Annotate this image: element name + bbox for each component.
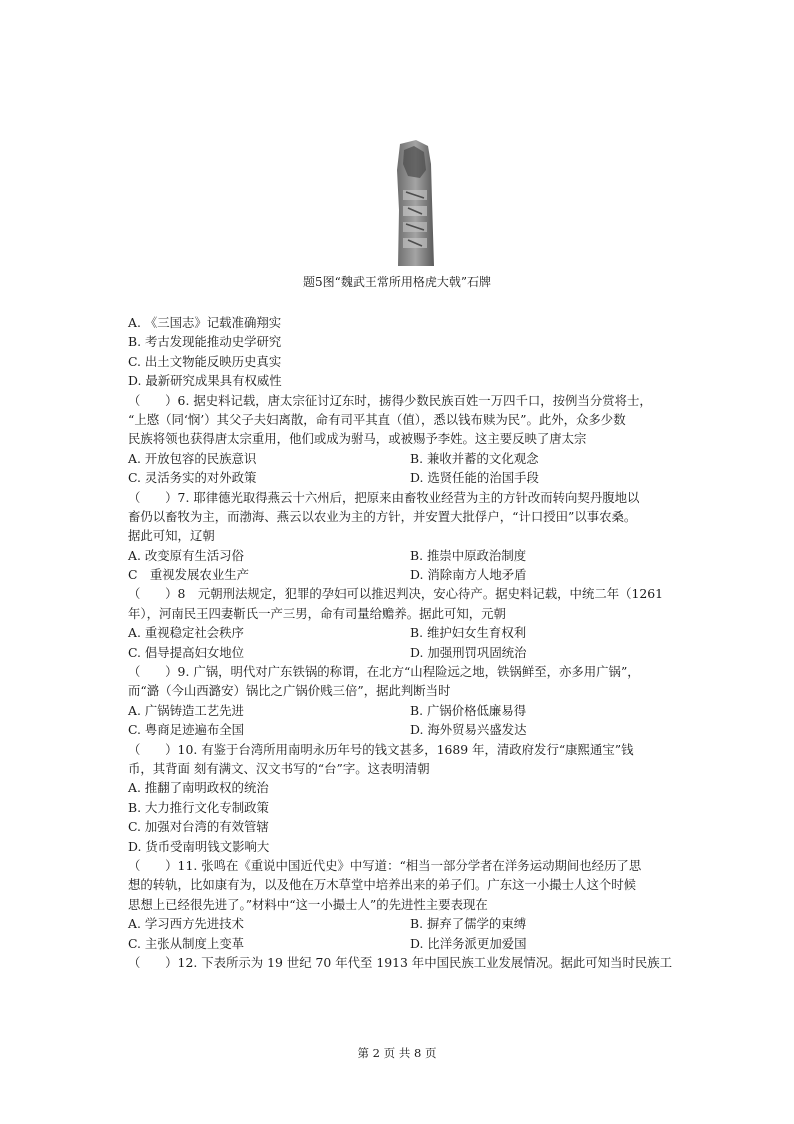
q5-option-d: D. 最新研究成果具有权威性 xyxy=(128,373,282,389)
q10-option-a: A. 推翻了南明政权的统治 xyxy=(128,780,269,796)
q10-option-b: B. 大力推行文化专制政策 xyxy=(128,799,269,815)
q9-options-row xyxy=(128,701,694,720)
q5-option-b: B. 考古发现能推动史学研究 xyxy=(128,334,282,350)
q7-options-row xyxy=(128,565,694,584)
figure-caption: 题5图“魏武王常所用格虎大戟”石牌 xyxy=(303,275,491,289)
q8-stem-line: （ ）8 元朝刑法规定，犯罪的孕妇可以推迟判决，安心待产。据史料记载，中统二年（1261 xyxy=(128,586,664,602)
q7-option-d: D. 消除南方人地矛盾 xyxy=(410,567,527,583)
q9-option-c: C. 粤商足迹遍布全国 xyxy=(128,722,245,738)
q8-option-d: D. 加强刑罚巩固统治 xyxy=(410,644,527,660)
q8-stem-line: 年），河南民王四妻靳氏一产三男，命有司量给赡养。据此可知，元朝 xyxy=(128,605,506,621)
page-footer: 第 2 页 共 8 页 xyxy=(357,1046,437,1060)
q11-stem-line: 思想上已经很先进了。”材料中“这一小撮士人”的先进性主要表现在 xyxy=(128,896,488,912)
q10-stem-line: （ ）10. 有鉴于台湾所用南明永历年号的钱文甚多，1689 年，清政府发行“康熙通宝”钱 xyxy=(128,741,634,757)
q8-option-b: B. 维护妇女生育权利 xyxy=(410,625,527,641)
q6-option-d: D. 选贤任能的治国手段 xyxy=(410,470,539,486)
q11-stem-line: （ ）11. 张鸣在《重说中国近代史》中写道：“相当一部分学者在洋务运动期间也经历了思 xyxy=(128,857,642,873)
q7-options-row xyxy=(128,546,694,565)
q8-options-row xyxy=(128,623,694,642)
q9-stem-line: 而“潞（今山西潞安）锅比之广锅价贱三倍”，据此判断当时 xyxy=(128,683,451,699)
q12-stem-line: （ ）12. 下表所示为 19 世纪 70 年代至 1913 年中国民族工业发展情况。据此可知当时民族工 xyxy=(128,954,673,970)
q7-stem-line: 据此可知，辽朝 xyxy=(128,528,215,544)
q9-option-d: D. 海外贸易兴盛发达 xyxy=(410,722,527,738)
q6-option-b: B. 兼收并蓄的文化观念 xyxy=(410,450,539,466)
q9-option-a: A. 广锅铸造工艺先进 xyxy=(128,702,244,718)
q11-option-d: D. 比洋务派更加爱国 xyxy=(410,935,527,951)
q7-stem-line: 畜仍以畜牧为主，而渤海、燕云以农业为主的方针，并安置大批俘户，“计口授田”以事农桑。 xyxy=(128,508,637,524)
q9-options-row xyxy=(128,720,694,739)
q7-option-b: B. 推崇中原政治制度 xyxy=(410,547,527,563)
q7-option-a: A. 改变原有生活习俗 xyxy=(128,547,244,563)
q6-options-row xyxy=(128,449,694,468)
q7-stem-line: （ ）7. 耶律德光取得燕云十六州后，把原来由畜牧业经营为主的方针改而转向契丹腹地以 xyxy=(128,489,640,505)
q11-stem-line: 想的转轨，比如康有为，以及他在万木草堂中培养出来的弟子们。广东这一小撮士人这个时候 xyxy=(128,877,637,893)
q11-option-c: C. 主张从制度上变革 xyxy=(128,935,245,951)
stone-tablet-figure xyxy=(394,140,436,268)
question-content xyxy=(128,313,694,972)
q11-option-b: B. 摒弃了儒学的束缚 xyxy=(410,916,527,932)
q5-option-a: A. 《三国志》记载准确翔实 xyxy=(128,315,282,330)
q11-options-row xyxy=(128,914,694,933)
q11-options-row xyxy=(128,934,694,953)
q6-stem-line: 民族将领也获得唐太宗重用，他们或成为驸马，或被赐予李姓。这主要反映了唐太宗 xyxy=(128,431,587,447)
q10-option-d: D. 货币受南明钱文影响大 xyxy=(128,838,270,854)
q9-option-b: B. 广锅价格低廉易得 xyxy=(410,702,527,718)
q6-stem-line: （ ）6. 据史料记载，唐太宗征讨辽东时，掳得少数民族百姓一万四千口，按例当分赏将士， xyxy=(128,392,652,408)
q5-option-c: C. 出土文物能反映历史真实 xyxy=(128,353,282,369)
q6-options-row xyxy=(128,468,694,487)
q10-option-c: C. 加强对台湾的有效管辖 xyxy=(128,819,269,835)
q9-stem-line: （ ）9. 广锅，明代对广东铁锅的称谓，在北方“山程险远之地，铁锅鲜至，亦多用广锅”， xyxy=(128,664,640,680)
q8-options-row xyxy=(128,643,694,662)
q6-option-c: C. 灵活务实的对外政策 xyxy=(128,470,257,486)
q8-option-a: A. 重视稳定社会秩序 xyxy=(128,625,244,641)
q6-stem-line: “上愍（同‘悯’）其父子夫妇离散，命有司平其直（值），悉以钱布赎为民”。此外，众多少数 xyxy=(128,411,626,427)
q6-option-a: A. 开放包容的民族意识 xyxy=(128,450,257,466)
q7-option-c: C 重视发展农业生产 xyxy=(128,567,249,583)
q8-option-c: C. 倡导提高妇女地位 xyxy=(128,644,245,660)
q10-stem-line: 币，其背面 刻有满文、汉文书写的“台”字。这表明清朝 xyxy=(128,760,430,776)
q11-option-a: A. 学习西方先进技术 xyxy=(128,916,244,932)
